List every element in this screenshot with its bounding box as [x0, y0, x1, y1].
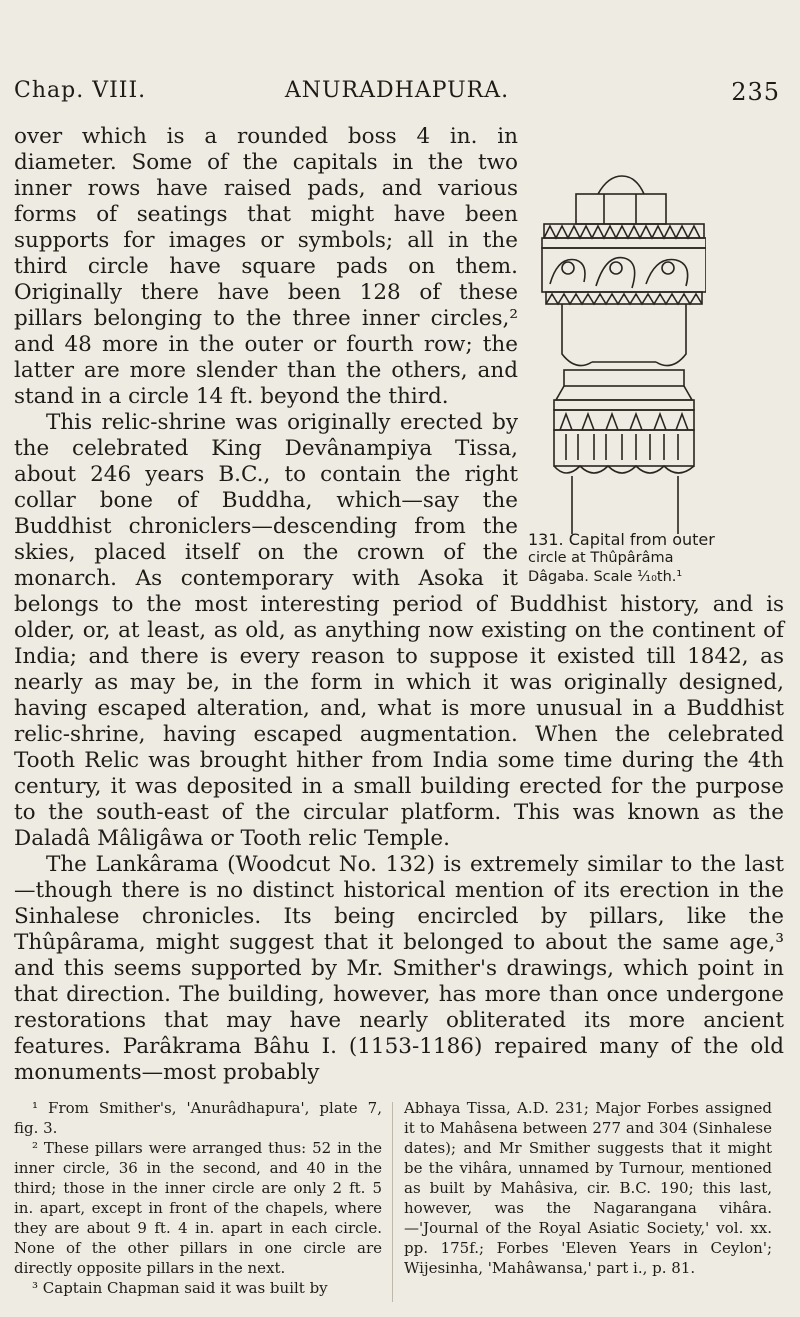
caption-line-3: Dâgaba. Scale ¹⁄₁₀th.¹: [528, 569, 683, 585]
footnote-3-continued: Abhaya Tissa, A.D. 231; Major Forbes assigned it to Mahâsena between 277 and 304 (Sinhalese dates); and Mr Smither suggests that it might be the vihâra, unnamed by Turnour, mentioned as built by Mahâsiva, cir. B.C. 190; this last, however, was the Nagarangana vihâra. —'Journal of the Royal Asiatic Society,' vol. xx. pp. 175f.; Forbes 'Eleven Years in Ceylon'; Wijesinha, 'Mahâwansa,' part i., p. 81.: [404, 1099, 772, 1277]
woodcut-figure: [528, 164, 790, 585]
footnotes-right-column: [404, 1098, 772, 1278]
caption-line-1: 131. Capital from outer: [528, 530, 715, 549]
caption-line-2: circle at Thûpârâma: [528, 550, 674, 566]
chapter-label: Chap. VIII.: [14, 78, 147, 103]
footnote-2: ² These pillars were arranged thus: 52 in the inner circle, 36 in the second, and 40 in the third; those in the inner circle are only 2 ft. 5 in. apart, except in front of the chapels, where they are about 9 ft. 4 in. apart in each circle. None of the other pillars in one circle are directly opposite pillars in the next.: [14, 1139, 382, 1277]
column-divider: [392, 1102, 393, 1302]
running-header: [14, 78, 780, 112]
footnote-1: ¹ From Smither's, 'Anurâdhapura', plate 7, fig. 3.: [14, 1099, 382, 1137]
running-title: ANURADHAPURA.: [284, 78, 510, 103]
paragraph-2: This relic-shrine was originally erected by the celebrated King Devânampiya Tissa, about 246 years B.C., to contain the right collar bone of Buddha, which—say the Buddhist chroniclers—descending from the skies, placed itself on the crown of the monarch. As contemporary with Asoka it belongs to the most interesting period of Buddhist history, and is older, or, at least, as old, as anything now existing on the continent of India; and there is every reason to suppose it existed till 1842, as nearly as may be, in the form in which it was originally designed, having escaped alteration, and, what is more unusual in a Buddhist relic-shrine, having escaped augmentation. When the celebrated Tooth Relic was brought hither from India some time during the 4th century, it was deposited in a small building erected for the purpose to the south-east of the circular platform. This was known as the Daladâ Mâligâwa or Tooth relic Temple.: [14, 410, 784, 851]
paragraph-1: over which is a rounded boss 4 in. in diameter. Some of the capitals in the two inner rows have raised pads, and various forms of seatings that might have been supports for images or symbols; all in the third circle have square pads on them. Originally there have been 128 of these pillars belonging to the three inner circles,² and 48 more in the outer or fourth row; the latter are more slender than the others, and stand in a circle 14 ft. beyond the third.: [14, 124, 518, 409]
page-number: 235: [731, 78, 780, 106]
paragraph-3: The Lankârama (Woodcut No. 132) is extremely similar to the last—though there is no distinct historical mention of its erection in the Sinhalese chronicles. Its being encircled by pillars, like the Thûpârama, might suggest that it belonged to about the same age,³ and this seems supported by Mr. Smither's drawings, which point in that direction. The building, however, has more than once undergone restorations that may have nearly obliterated its more ancient features. Parâkrama Bâhu I. (1153-1186) repaired many of the old monuments—most probably: [14, 852, 784, 1085]
capital-illustration: [536, 164, 706, 534]
figure-caption: [528, 530, 790, 587]
footnotes-left-column: [14, 1098, 382, 1298]
footnote-3: ³ Captain Chapman said it was built by: [32, 1279, 328, 1297]
body-text: [14, 124, 784, 1086]
